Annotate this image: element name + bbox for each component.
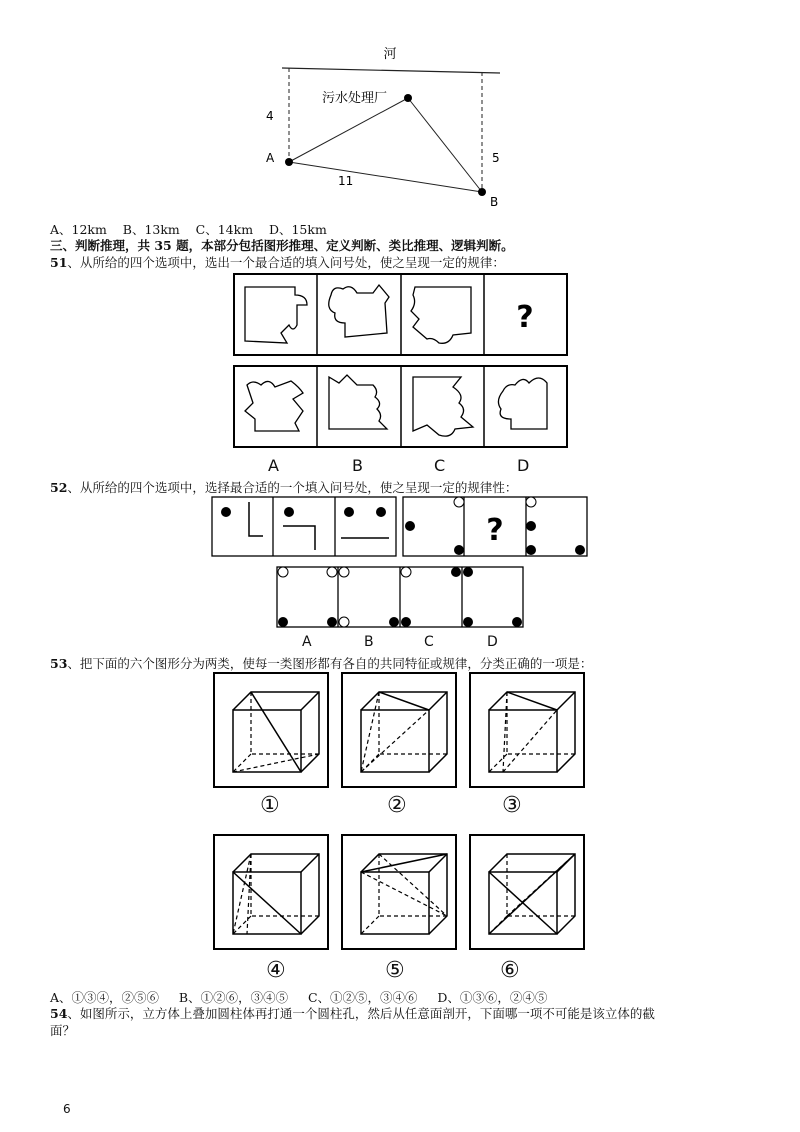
river-line <box>282 68 500 73</box>
q50-options: A、12km B、13km C、14km D、15km <box>50 222 327 237</box>
q53-label-3: ③ <box>502 793 522 818</box>
q53-label-5: ⑤ <box>385 958 405 983</box>
q51-option-d-shape <box>498 378 547 429</box>
q51-label-c: C <box>434 456 446 475</box>
q51-shape-1 <box>245 287 307 343</box>
q52-stem <box>50 480 517 495</box>
q51-question-row <box>233 273 568 357</box>
label-d11: 11 <box>338 174 354 188</box>
q51-number: 51 <box>50 255 68 270</box>
q53-label-4: ④ <box>266 958 286 983</box>
line-a-plant <box>289 98 408 162</box>
q52-text: 、从所给的四个选项中，选择最合适的一个填入问号处，使之呈现一定的规律性： <box>67 480 518 495</box>
q53-cube-1 <box>213 672 329 788</box>
q52-sequence-2 <box>402 496 588 558</box>
line-a-b <box>289 162 482 192</box>
q51-text: 、从所给的四个选项中，选出一个最合适的填入问号处，使之呈现一定的规律： <box>67 255 505 270</box>
q53-label-2: ② <box>387 793 407 818</box>
q51-options-row <box>233 365 568 449</box>
q54-text-line1: 、如图所示，立方体上叠加圆柱体再打通一个圆柱孔，然后从任意面剖开，下面哪一项不可能是该立体的截 <box>67 1006 655 1021</box>
section-title: 三、判断推理，共 35 题，本部分包括图形推理、定义判断、类比推理、逻辑判断。 <box>50 238 514 253</box>
q51-label-a: A <box>268 456 279 475</box>
q51-label-d: D <box>517 456 530 475</box>
q51-option-a-shape <box>245 381 303 431</box>
q51-stem <box>50 255 505 270</box>
label-a: A <box>266 151 275 165</box>
q52-question-mark: ? <box>486 513 504 548</box>
q52-options <box>276 566 524 630</box>
label-d4: 4 <box>266 109 274 123</box>
q52-label-a: A <box>302 634 312 650</box>
q53-text: 、把下面的六个图形分为两类，使每一类图形都有各自的共同特征或规律，分类正确的一项是： <box>67 656 593 671</box>
plant-label: 污水处理厂 <box>322 91 388 106</box>
q52-label-c: C <box>424 634 434 650</box>
page-number: 6 <box>63 1102 71 1116</box>
line-plant-b <box>408 98 482 192</box>
q51-shape-2 <box>329 285 389 337</box>
q53-number: 53 <box>50 656 68 671</box>
point-plant <box>404 94 412 102</box>
q52-label-d: D <box>487 634 498 650</box>
q54-number: 54 <box>50 1006 68 1021</box>
q51-option-c-shape <box>413 377 473 436</box>
q51-label-b: B <box>352 456 363 475</box>
point-b <box>478 188 486 196</box>
q51-option-b-shape <box>329 375 387 429</box>
q52-sequence-1 <box>211 496 397 558</box>
q51-question-mark: ? <box>516 300 534 335</box>
point-a <box>285 158 293 166</box>
river-label: 河 <box>383 47 397 62</box>
q53-label-1: ① <box>260 793 280 818</box>
q53-cube-3 <box>469 672 585 788</box>
q54-stem <box>50 1006 655 1021</box>
q52-number: 52 <box>50 480 68 495</box>
q54-text-line2: 面？ <box>50 1023 76 1038</box>
q53-cube-6 <box>469 834 585 950</box>
q53-cube-5 <box>341 834 457 950</box>
distance-map-diagram <box>260 40 520 210</box>
q53-cube-4 <box>213 834 329 950</box>
label-d5: 5 <box>492 151 500 165</box>
q53-cube-2 <box>341 672 457 788</box>
label-b: B <box>490 195 499 209</box>
q53-options: A、①③④，②⑤⑥ B、①②⑥，③④⑤ C、①②⑤，③④⑥ D、①③⑥，②④⑤ <box>50 990 548 1005</box>
q53-stem <box>50 656 592 671</box>
q51-shape-3 <box>411 287 471 343</box>
q52-label-b: B <box>364 634 374 650</box>
q53-label-6: ⑥ <box>500 958 520 983</box>
